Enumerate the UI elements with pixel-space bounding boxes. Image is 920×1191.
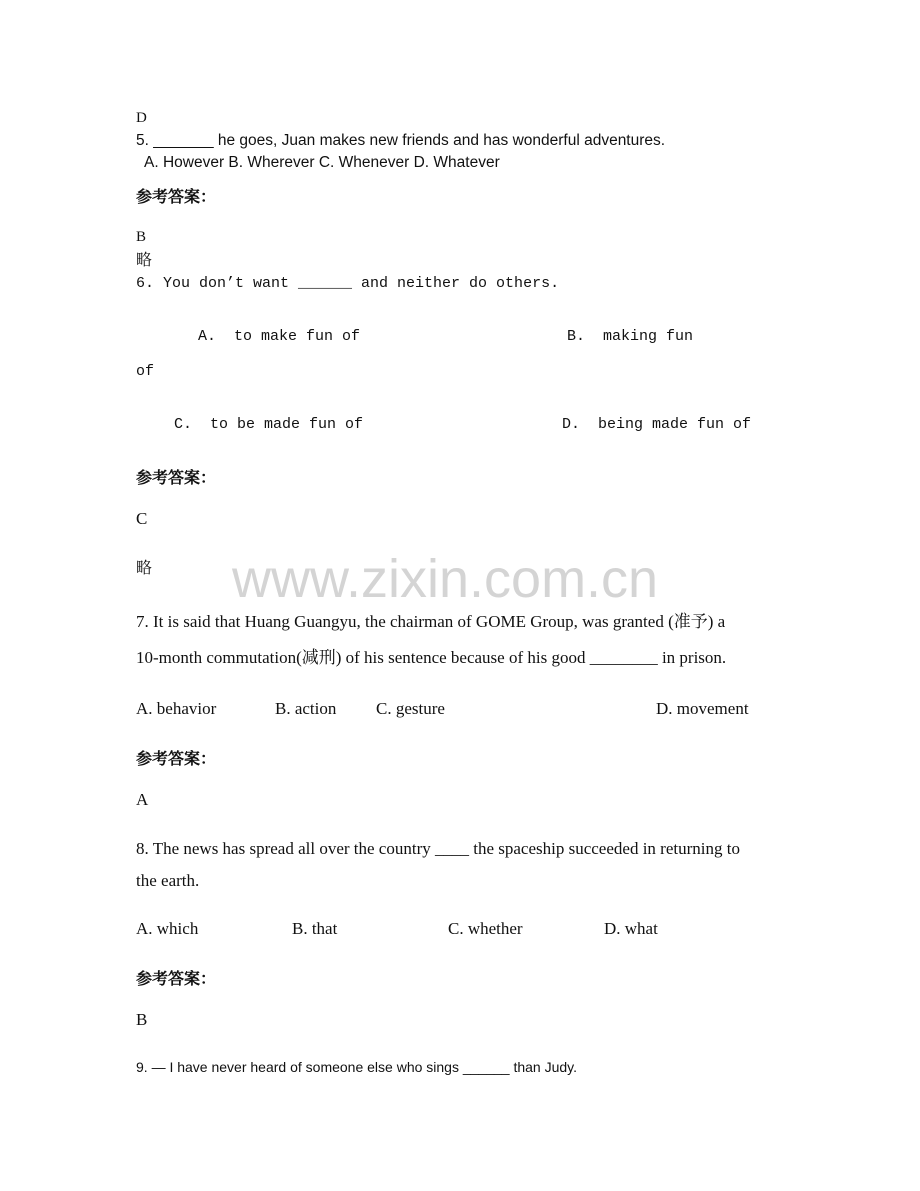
q6-option-d: D. being made fun of [562, 416, 752, 433]
q6-option-b-wrap: of [136, 363, 155, 380]
q6-option-b: B. making fun [567, 328, 694, 345]
q8-option-b: B. that [292, 919, 338, 938]
q7-option-c: C. gesture [376, 699, 445, 718]
header-answer: D [136, 110, 147, 126]
q8-option-c: C. whether [448, 919, 523, 938]
q6-answer-label: 参考答案： [136, 468, 217, 487]
q5-answer-label: 参考答案： [136, 187, 217, 206]
q5-options: A. However B. Wherever C. Whenever D. Whatever [144, 154, 500, 171]
q5-stem: 5. _______ he goes, Juan makes new friends and has wonderful adventures. [136, 132, 666, 149]
watermark: www.zixin.com.cn [232, 549, 659, 609]
q8-answer-label: 参考答案： [136, 969, 217, 988]
q8-answer: B [136, 1010, 148, 1029]
q6-option-a: A. to make fun of [198, 328, 361, 345]
q9-stem: 9. — I have never heard of someone else who sings ______ than Judy. [136, 1059, 578, 1075]
q8-stem-line1: 8. The news has spread all over the country ____ the spaceship succeeded in returning to [136, 839, 740, 858]
q6-option-c: C. to be made fun of [174, 416, 364, 433]
q5-note: 略 [136, 250, 153, 269]
q7-answer-label: 参考答案： [136, 749, 217, 768]
q7-stem-line1: 7. It is said that Huang Guangyu, the chairman of GOME Group, was granted (准予) a [136, 612, 726, 631]
q6-note: 略 [136, 558, 153, 577]
q6-stem: 6. You don’t want ______ and neither do others. [136, 275, 560, 292]
q7-answer: A [136, 790, 149, 809]
q6-answer: C [136, 509, 148, 528]
q5-answer: B [136, 229, 147, 245]
q7-option-b: B. action [275, 699, 337, 718]
q8-stem-line2: the earth. [136, 871, 200, 890]
q7-option-a: A. behavior [136, 699, 217, 718]
q8-option-a: A. which [136, 919, 199, 938]
q8-option-d: D. what [604, 919, 658, 938]
q7-option-d: D. movement [656, 699, 749, 718]
q7-stem-line2: 10-month commutation(减刑) of his sentence because of his good ________ in prison. [136, 648, 727, 667]
